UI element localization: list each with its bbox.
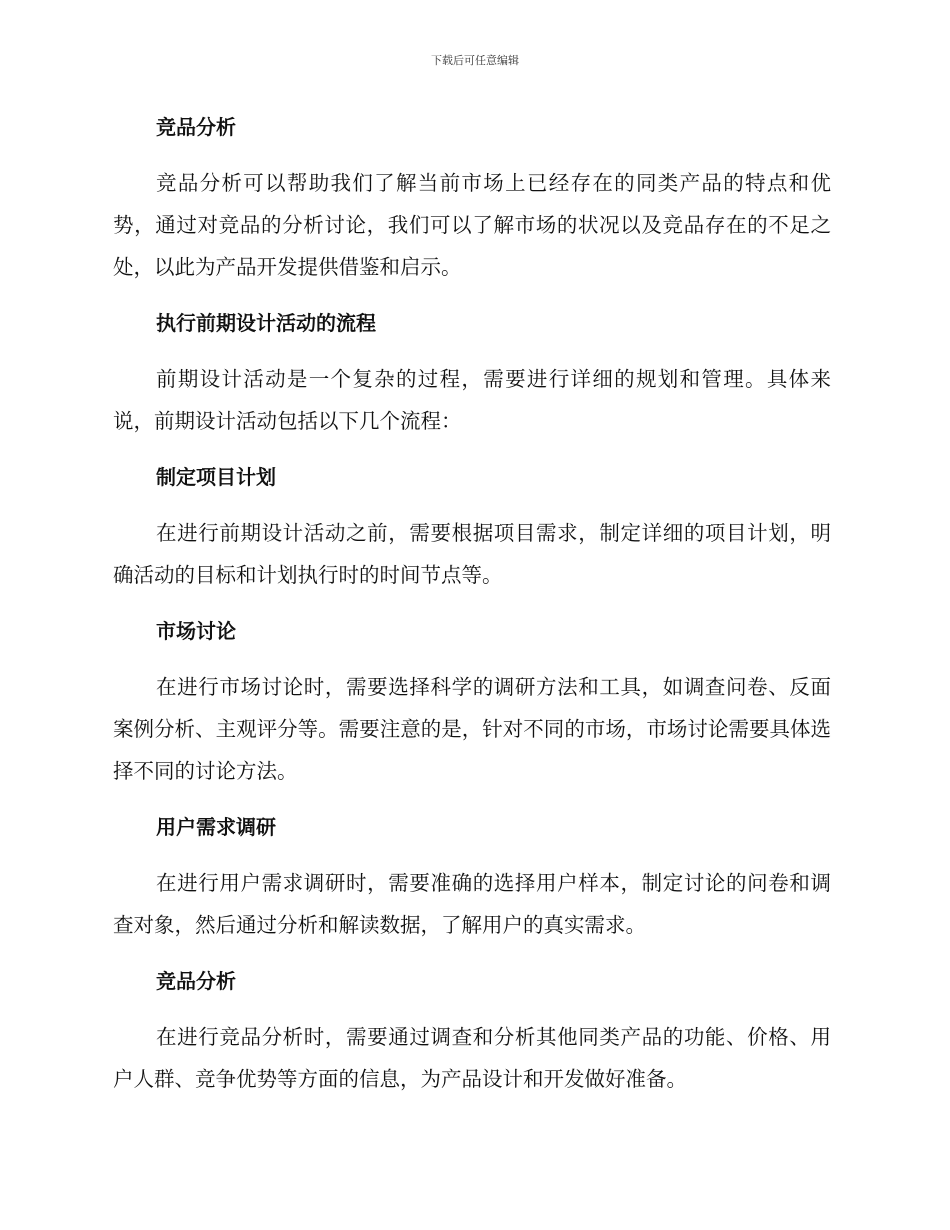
section-market-discussion	[113, 612, 831, 792]
section-heading: 市场讨论	[156, 619, 236, 643]
paragraph: 在进行前期设计活动之前，需要根据项目需求，制定详细的项目计划，明确活动的目标和计划执行时的时间节点等。	[113, 521, 831, 587]
section-heading: 竞品分析	[156, 969, 236, 993]
paragraph: 竞品分析可以帮助我们了解当前市场上已经存在的同类产品的特点和优势，通过对竞品的分析讨论，我们可以了解市场的状况以及竞品存在的不足之处，以此为产品开发提供借鉴和启示。	[113, 171, 831, 279]
section-user-research	[113, 808, 831, 946]
paragraph: 在进行用户需求调研时，需要准确的选择用户样本，制定讨论的问卷和调查对象，然后通过分析和解读数据，了解用户的真实需求。	[113, 871, 831, 937]
section-heading: 执行前期设计活动的流程	[156, 311, 376, 335]
section-heading: 用户需求调研	[156, 815, 276, 839]
paragraph: 在进行竞品分析时，需要通过调查和分析其他同类产品的功能、价格、用户人群、竞争优势等方面的信息，为产品设计和开发做好准备。	[113, 1025, 831, 1091]
section-heading: 制定项目计划	[156, 465, 276, 489]
section-competitor-analysis-detail	[113, 962, 831, 1100]
paragraph: 前期设计活动是一个复杂的过程，需要进行详细的规划和管理。具体来说，前期设计活动包括以下几个流程：	[113, 367, 831, 433]
section-pre-design-process	[113, 304, 831, 442]
document-body	[113, 108, 831, 1116]
page-header: 下载后可任意编辑	[431, 54, 519, 67]
section-competitor-analysis	[113, 108, 831, 288]
section-project-plan	[113, 458, 831, 596]
section-heading: 竞品分析	[156, 115, 236, 139]
paragraph: 在进行市场讨论时，需要选择科学的调研方法和工具，如调查问卷、反面案例分析、主观评分等。需要注意的是，针对不同的市场，市场讨论需要具体选择不同的讨论方法。	[113, 675, 831, 783]
